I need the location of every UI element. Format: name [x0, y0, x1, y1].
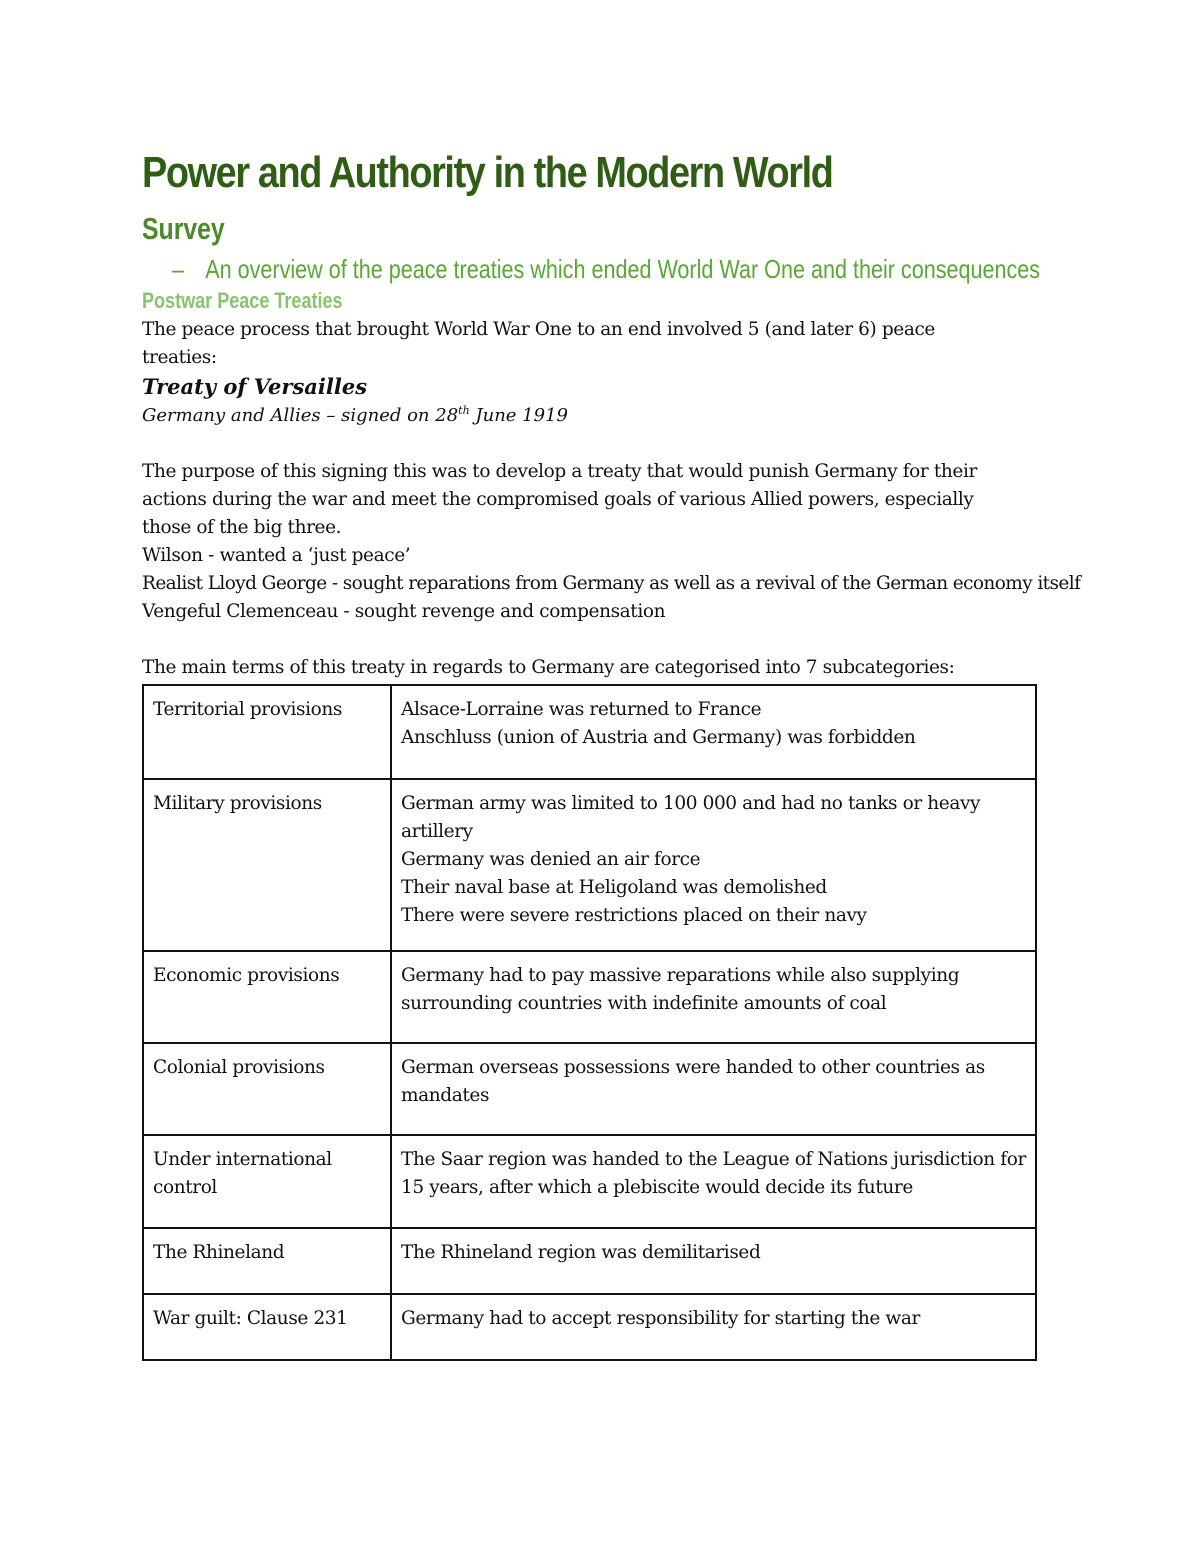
provision-details: [391, 1043, 1036, 1135]
provision-detail-line: Their naval base at Heligoland was demolished: [401, 877, 827, 898]
provision-category: Colonial provisions: [143, 1043, 391, 1135]
table-row: [143, 1294, 1036, 1360]
document-title: Power and Authority in the Modern World: [142, 148, 833, 197]
provision-details: [391, 779, 1036, 951]
clemenceau-line: Vengeful Clemenceau - sought revenge and compensation: [142, 601, 666, 622]
treaty-heading: Treaty of Versailles: [142, 374, 368, 399]
provision-detail-line: German overseas possessions were handed to other countries as mandates: [401, 1057, 985, 1106]
provision-category: Military provisions: [143, 779, 391, 951]
lloyd-george-line: Realist Lloyd George - sought reparations from Germany as well as a revival of the German economy itself: [142, 573, 1081, 594]
document-page: [142, 140, 1172, 1361]
table-row: [143, 1228, 1036, 1294]
provision-details: [391, 1294, 1036, 1360]
provision-detail-line: Alsace-Lorraine was returned to France: [401, 699, 762, 720]
provision-category: Under international control: [143, 1135, 391, 1228]
intro-line-1: The peace process that brought World War One to an end involved 5 (and later 6) peace: [142, 319, 935, 340]
wilson-line: Wilson - wanted a ‘just peace’: [142, 545, 411, 566]
provision-detail-line: The Saar region was handed to the League of Nations jurisdiction for 15 years, after which a plebiscite would decide its future: [401, 1149, 1026, 1198]
signed-suffix: June 1919: [469, 405, 568, 426]
provision-category: The Rhineland: [143, 1228, 391, 1294]
provision-details: [391, 1135, 1036, 1228]
table-row: [143, 1043, 1036, 1135]
provision-detail-line: German army was limited to 100 000 and had no tanks or heavy artillery: [401, 793, 981, 842]
provision-details: [391, 951, 1036, 1043]
provision-category: Territorial provisions: [143, 685, 391, 779]
provision-details: [391, 1228, 1036, 1294]
signed-prefix: Germany and Allies – signed on 28: [142, 405, 459, 426]
overview-bullet: [172, 252, 1041, 286]
signed-superscript: th: [458, 404, 470, 417]
section-heading: Postwar Peace Treaties: [142, 288, 343, 313]
purpose-line-3: those of the big three.: [142, 517, 342, 538]
document-subtitle: Survey: [142, 211, 225, 246]
bullet-dash: –: [172, 254, 185, 284]
provision-category: Economic provisions: [143, 951, 391, 1043]
provision-detail-line: The Rhineland region was demilitarised: [401, 1242, 761, 1263]
blank-line: [142, 430, 1172, 458]
table-row: [143, 685, 1036, 779]
intro-line-2: treaties:: [142, 347, 217, 368]
table-row: [143, 1135, 1036, 1228]
provision-detail-line: Anschluss (union of Austria and Germany) was forbidden: [401, 727, 916, 748]
purpose-line-1: The purpose of this signing this was to develop a treaty that would punish Germany for their: [142, 461, 977, 482]
provision-detail-line: There were severe restrictions placed on their navy: [401, 905, 867, 926]
provision-details: [391, 685, 1036, 779]
treaty-signed-line: [142, 402, 1172, 430]
blank-line: [142, 626, 1172, 654]
terms-intro: The main terms of this treaty in regards to Germany are categorised into 7 subcategories:: [142, 657, 955, 678]
treaty-terms-table: [142, 684, 1037, 1361]
provision-detail-line: Germany was denied an air force: [401, 849, 701, 870]
purpose-line-2: actions during the war and meet the compromised goals of various Allied powers, especially: [142, 489, 974, 510]
provision-detail-line: Germany had to accept responsibility for starting the war: [401, 1308, 920, 1329]
provision-detail-line: Germany had to pay massive reparations while also supplying surrounding countries with indefinite amounts of coal: [401, 965, 960, 1014]
table-row: [143, 779, 1036, 951]
provision-category: War guilt: Clause 231: [143, 1294, 391, 1360]
overview-text: An overview of the peace treaties which ended World War One and their consequences: [205, 254, 1041, 284]
table-row: [143, 951, 1036, 1043]
